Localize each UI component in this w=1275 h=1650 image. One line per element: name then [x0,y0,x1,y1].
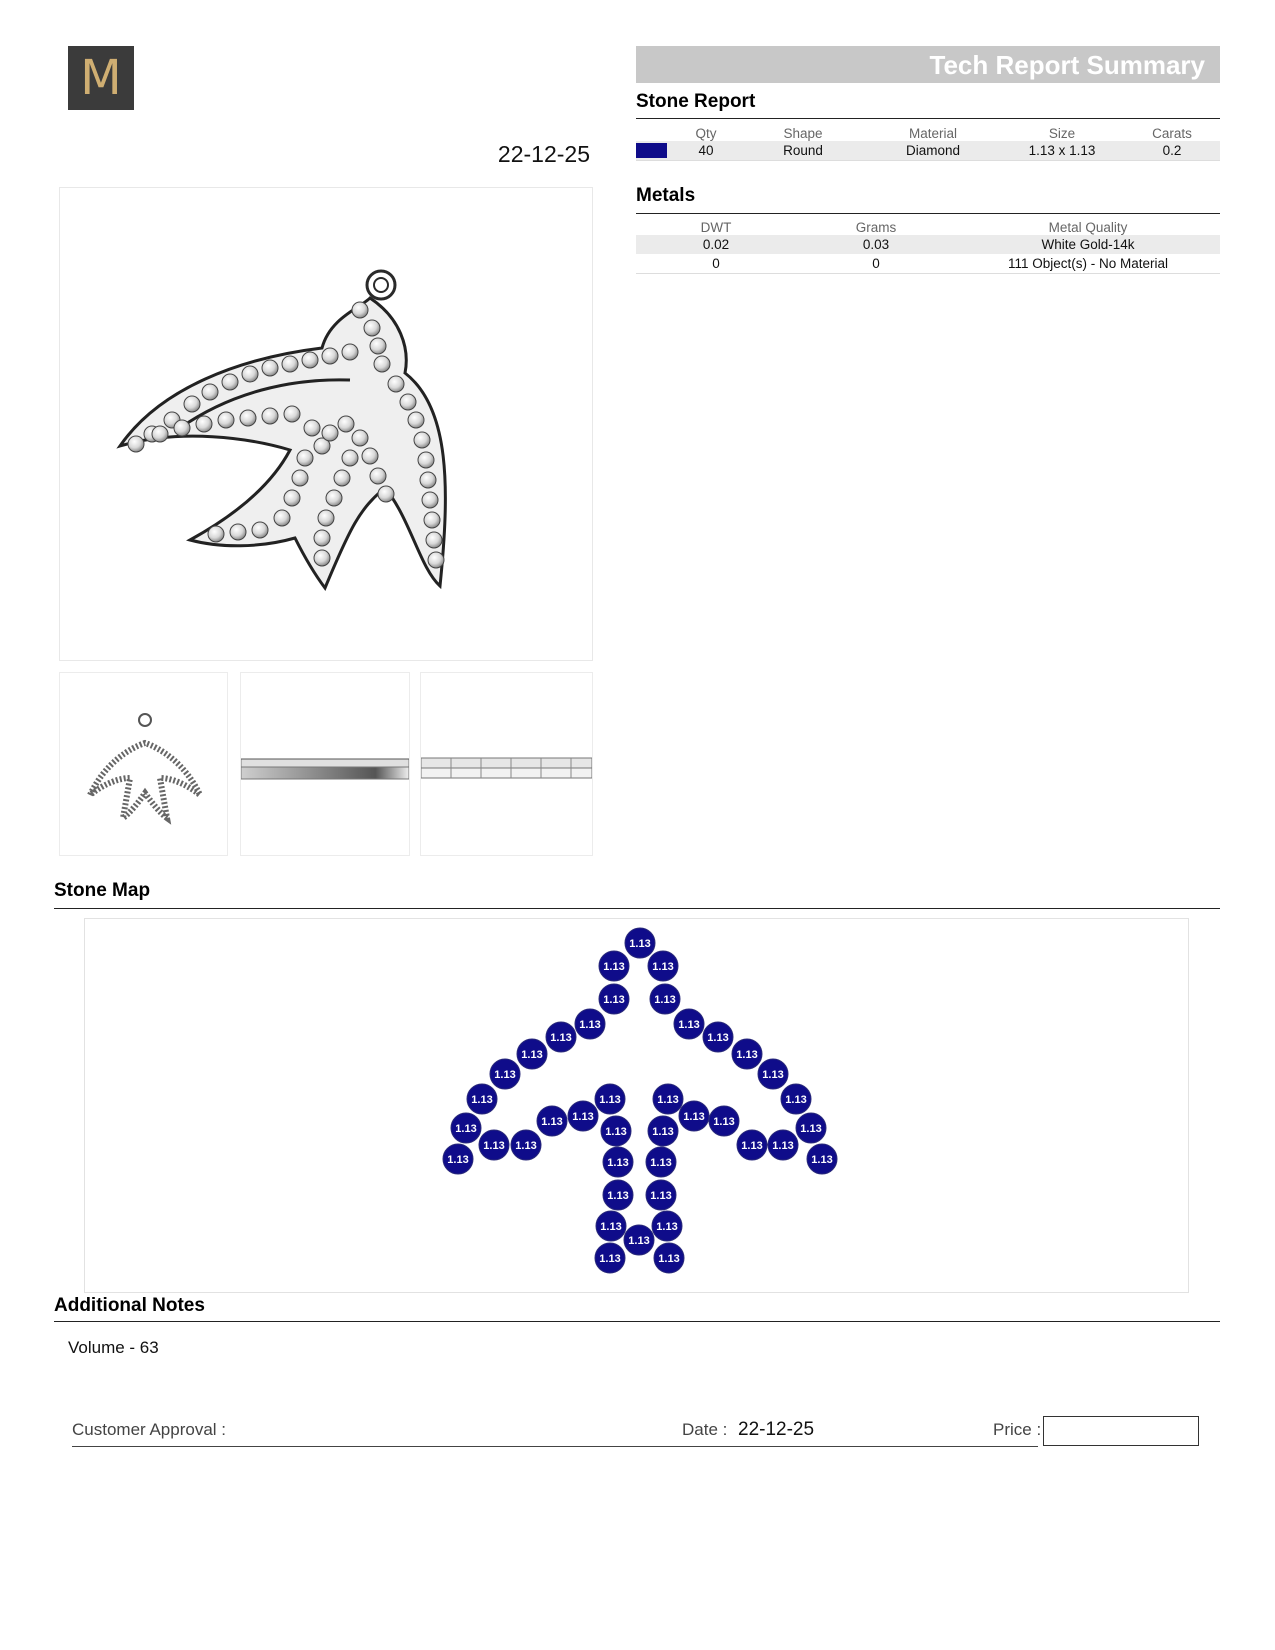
stone-map-panel [84,918,1189,1293]
pave-gem [252,522,268,538]
stone-marker [511,1130,541,1160]
stone-size-label: 1.13 [541,1116,563,1128]
stone-marker [595,1243,625,1273]
price-label: Price : [993,1420,1042,1439]
stone-map-heading: Stone Map [54,880,151,901]
stone-size-label: 1.13 [471,1094,493,1106]
stone-marker [467,1084,497,1114]
stone-marker [546,1022,576,1052]
stone-size-label: 1.13 [800,1123,822,1135]
stone-marker [781,1084,811,1114]
stone-size-label: 1.13 [521,1049,543,1061]
pave-gem [374,356,390,372]
stone-report-table [636,121,1220,161]
pave-gem [302,352,318,368]
col-metal-quality: Metal Quality [1048,220,1128,235]
stone-marker [646,1147,676,1177]
stone-size-label: 1.13 [455,1123,477,1135]
pave-gem [370,468,386,484]
pave-gem [152,426,168,442]
pave-gem [352,430,368,446]
report-title: Tech Report Summary [929,50,1205,80]
stone-size-label: 1.13 [603,994,625,1006]
pave-gem [222,374,238,390]
pave-gem [292,470,308,486]
thumbnail-top[interactable] [420,672,593,856]
pave-gem [202,384,218,400]
stone-size-label: 1.13 [579,1019,601,1031]
cell-qty: 40 [672,141,740,161]
stone-size-label: 1.13 [683,1111,705,1123]
stone-marker [648,951,678,981]
cell-dwt: 0.02 [636,235,796,254]
stone-marker [732,1039,762,1069]
cell-dwt: 0 [636,254,796,274]
stone-size-label: 1.13 [607,1190,629,1202]
pave-gem [174,420,190,436]
stone-marker [599,984,629,1014]
stone-size-label: 1.13 [603,961,625,973]
cell-shape: Round [740,141,866,161]
signature-line [72,1446,1038,1447]
cell-metal-quality: 111 Object(s) - No Material [956,254,1220,274]
pave-gem [352,302,368,318]
additional-notes-rule [54,1321,1220,1322]
stone-color-swatch [636,143,667,158]
stone-report-heading: Stone Report [636,91,756,112]
stone-marker [625,928,655,958]
pave-gem [400,394,416,410]
stone-size-label: 1.13 [550,1032,572,1044]
pave-gem [422,492,438,508]
pave-gem [326,490,342,506]
pave-gem [338,416,354,432]
pave-gem [284,406,300,422]
stone-marker [575,1009,605,1039]
pave-gem [196,416,212,432]
pave-gem [274,510,290,526]
pave-gem [242,366,258,382]
stone-size-label: 1.13 [707,1032,729,1044]
stone-size-label: 1.13 [600,1221,622,1233]
pave-gem [408,412,424,428]
pave-gem [314,550,330,566]
stone-marker [654,1243,684,1273]
stone-marker [737,1130,767,1160]
pave-gem [428,552,444,568]
thumbnail-front[interactable] [59,672,228,856]
notes-text: Volume - 63 [68,1338,159,1357]
stone-size-label: 1.13 [785,1094,807,1106]
price-input-box[interactable] [1043,1416,1199,1446]
pave-gem [262,408,278,424]
additional-notes-heading: Additional Notes [54,1295,205,1316]
thumbnail-top-image [421,673,592,855]
stone-marker [624,1225,654,1255]
col-qty: Qty [695,126,717,141]
pave-gem [304,420,320,436]
metals-table [636,215,1220,274]
stone-size-label: 1.13 [656,1221,678,1233]
table-row [636,254,1220,274]
pave-gem [284,490,300,506]
stone-size-label: 1.13 [654,994,676,1006]
stone-size-label: 1.13 [605,1126,627,1138]
stone-size-label: 1.13 [652,1126,674,1138]
pave-gem [342,344,358,360]
pave-gem [362,448,378,464]
thumbnail-side[interactable] [240,672,410,856]
stone-marker [758,1059,788,1089]
pave-gem [322,425,338,441]
pave-gem [334,470,350,486]
stone-marker [703,1022,733,1052]
stone-marker [568,1101,598,1131]
pendant-render-image [60,188,592,660]
stone-marker [479,1130,509,1160]
stone-size-label: 1.13 [658,1253,680,1265]
stone-marker [599,951,629,981]
pave-gem [318,510,334,526]
logo-letter: M [80,50,122,106]
metals-heading: Metals [636,185,696,206]
stone-size-label: 1.13 [599,1253,621,1265]
stone-size-label: 1.13 [607,1157,629,1169]
pave-gem [370,338,386,354]
stone-size-label: 1.13 [494,1069,516,1081]
stone-marker [807,1144,837,1174]
company-logo [68,46,134,110]
cell-material: Diamond [866,141,1000,161]
col-material: Material [908,126,957,141]
col-grams: Grams [855,220,897,235]
pave-gem [364,320,380,336]
pave-gem [388,376,404,392]
approval-date-value: 22-12-25 [738,1419,815,1440]
pave-gem [262,360,278,376]
stone-marker [537,1106,567,1136]
pave-gem [378,486,394,502]
thumbnail-side-image [241,673,409,855]
pave-gem [230,524,246,540]
pave-gem [420,472,436,488]
stone-marker [796,1113,826,1143]
pave-gem [424,512,440,528]
stone-size-label: 1.13 [483,1140,505,1152]
stone-size-label: 1.13 [736,1049,758,1061]
pave-gem [414,432,430,448]
stone-size-label: 1.13 [515,1140,537,1152]
stone-marker [451,1113,481,1143]
pave-gem [184,396,200,412]
stone-marker [709,1106,739,1136]
stone-size-label: 1.13 [762,1069,784,1081]
thumbnail-front-image [60,673,227,855]
col-size: Size [1048,126,1076,141]
pave-gem [418,452,434,468]
stone-marker [595,1084,625,1114]
stone-size-label: 1.13 [811,1154,833,1166]
cell-grams: 0 [796,254,956,274]
stone-map-rule [54,908,1220,909]
pave-gem [322,348,338,364]
pave-gem [208,526,224,542]
pave-gem [426,532,442,548]
col-dwt: DWT [700,220,732,235]
pave-gem [297,450,313,466]
stone-size-label: 1.13 [678,1019,700,1031]
stone-marker [646,1180,676,1210]
col-shape: Shape [783,126,823,141]
pave-gem [342,450,358,466]
stone-size-label: 1.13 [629,938,651,950]
stone-marker [652,1211,682,1241]
pave-gem [128,436,144,452]
stone-size-label: 1.13 [713,1116,735,1128]
stone-size-label: 1.13 [447,1154,469,1166]
stone-report-rule [636,118,1220,119]
stone-size-label: 1.13 [599,1094,621,1106]
approval-date-label: Date : [682,1420,728,1439]
metals-header-row [636,215,1220,235]
cell-metal-quality: White Gold-14k [956,235,1220,254]
pave-gem [218,412,234,428]
stone-size-label: 1.13 [652,961,674,973]
stone-marker [768,1130,798,1160]
stone-size-label: 1.13 [572,1111,594,1123]
pave-gem [314,530,330,546]
main-render-view [59,187,593,661]
table-row [636,235,1220,254]
pave-gem [282,356,298,372]
cell-size: 1.13 x 1.13 [1000,141,1124,161]
stone-marker [603,1180,633,1210]
stone-size-label: 1.13 [650,1157,672,1169]
report-date: 22-12-25 [497,141,590,167]
col-carats: Carats [1152,126,1192,141]
cell-grams: 0.03 [796,235,956,254]
stone-map-diagram [85,919,1188,1292]
cell-carats: 0.2 [1124,141,1220,161]
stone-report-header-row [636,121,1220,141]
pave-gem [240,410,256,426]
customer-approval-label: Customer Approval : [72,1420,227,1439]
stone-marker [674,1009,704,1039]
table-row [636,141,1220,161]
stone-marker [490,1059,520,1089]
stone-size-label: 1.13 [628,1235,650,1247]
stone-marker [603,1147,633,1177]
stone-marker [650,984,680,1014]
metals-rule [636,213,1220,214]
stone-marker [443,1144,473,1174]
stone-marker [517,1039,547,1069]
stone-marker [648,1116,678,1146]
stone-size-label: 1.13 [772,1140,794,1152]
stone-marker [601,1116,631,1146]
stone-marker [679,1101,709,1131]
stone-marker [653,1084,683,1114]
report-title-bar [636,46,1220,83]
stone-size-label: 1.13 [741,1140,763,1152]
stone-size-label: 1.13 [657,1094,679,1106]
stone-size-label: 1.13 [650,1190,672,1202]
stone-marker [596,1211,626,1241]
